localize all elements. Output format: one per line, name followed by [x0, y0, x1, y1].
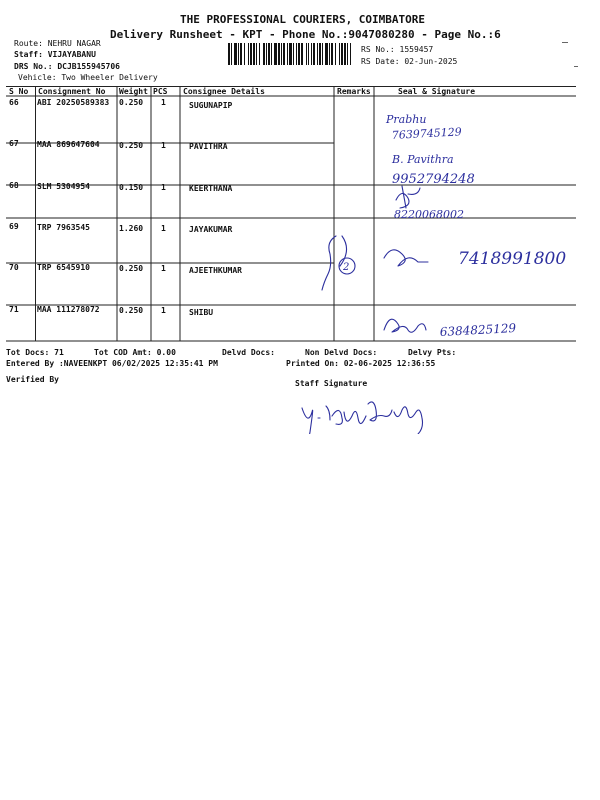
signature-row-66: [385, 113, 462, 142]
col-remarks: Remarks: [337, 87, 371, 96]
row-67-consignee: PAVITHRA: [189, 142, 228, 151]
signature-row-67: [391, 153, 475, 187]
scan-mark: [574, 66, 578, 67]
row-71-consignee: SHIBU: [189, 308, 214, 317]
company-title: THE PROFESSIONAL COURIERS, COIMBATORE: [180, 13, 426, 26]
row-70-pcs: 1: [161, 264, 166, 273]
staff-signature: [298, 394, 458, 434]
row-70-sno: 70: [9, 263, 19, 272]
row-68-weight: 0.150: [119, 183, 144, 192]
svg-text:6384825129: 6384825129: [439, 321, 517, 339]
signature-row-68: [394, 186, 464, 221]
row-69-consignee: JAYAKUMAR: [189, 225, 233, 234]
row-67-consignment: MAA 869647604: [37, 140, 100, 149]
row-67-sno: 67: [9, 139, 19, 148]
row-71-weight: 0.250: [119, 306, 144, 315]
svg-text:7418991800: 7418991800: [458, 249, 567, 269]
signature-row-71: [384, 319, 517, 339]
row-68-sno: 68: [9, 181, 19, 190]
svg-text:9952794248: 9952794248: [392, 172, 475, 187]
row-68-consignment: SLM 5304954: [37, 182, 90, 191]
drs-label: DRS No.: DCJB155945706: [14, 62, 120, 71]
col-sno: S No: [9, 87, 29, 96]
svg-text:Prabhu: Prabhu: [386, 113, 427, 126]
row-66-sno: 66: [9, 98, 19, 107]
row-71-sno: 71: [9, 305, 19, 314]
staff-signature-label: Staff Signature: [295, 379, 368, 388]
row-69-pcs: 1: [161, 224, 166, 233]
delvd-docs: Delvd Docs:: [222, 348, 275, 357]
col-consignment: Consignment No: [38, 87, 106, 96]
delvy-pts: Delvy Pts:: [408, 348, 457, 357]
svg-text:2: 2: [343, 262, 350, 273]
route-label: Route: NEHRU NAGAR: [14, 39, 101, 48]
row-70-consignment: TRP 6545910: [37, 263, 90, 272]
entered-by: Entered By :NAVEENKPT 06/02/2025 12:35:41 PM: [6, 359, 218, 368]
row-71-consignment: MAA 111278072: [37, 305, 100, 314]
col-signature: Seal & Signature: [398, 87, 476, 96]
col-pcs: PCS: [153, 87, 168, 96]
printed-on: Printed On: 02-06-2025 12:36:55: [286, 359, 436, 368]
col-weight: Weight: [119, 87, 148, 96]
row-68-pcs: 1: [161, 183, 166, 192]
non-delvd-docs: Non Delvd Docs:: [305, 348, 378, 357]
scan-mark: [562, 42, 568, 43]
row-69-consignment: TRP 7963545: [37, 223, 90, 232]
svg-text:7639745129: 7639745129: [391, 125, 463, 142]
row-71-pcs: 1: [161, 306, 166, 315]
verified-by: Verified By: [6, 375, 59, 384]
row-70-consignee: AJEETHKUMAR: [189, 266, 242, 275]
row-70-weight: 0.250: [119, 264, 144, 273]
rs-number: RS No.: 1559457: [361, 45, 434, 54]
svg-text:8220068002: 8220068002: [394, 208, 464, 221]
runsheet-subtitle: Delivery Runsheet - KPT - Phone No.:9047080280 - Page No.:6: [110, 28, 501, 41]
tot-docs: Tot Docs: 71: [6, 348, 64, 357]
barcode: [228, 43, 354, 65]
row-67-pcs: 1: [161, 141, 166, 150]
col-consignee: Consignee Details: [183, 87, 265, 96]
row-66-weight: 0.250: [119, 98, 144, 107]
runsheet-table: [6, 86, 576, 342]
svg-text:B. Pavithra: B. Pavithra: [392, 153, 454, 166]
row-68-consignee: KEERTHANA: [189, 184, 233, 193]
vehicle-label: Vehicle: Two Wheeler Delivery: [18, 73, 158, 82]
row-67-weight: 0.250: [119, 141, 144, 150]
row-69-sno: 69: [9, 222, 19, 231]
tot-cod: Tot COD Amt: 0.00: [94, 348, 176, 357]
row-69-weight: 1.260: [119, 224, 144, 233]
row-66-consignee: SUGUNAPIP: [189, 101, 233, 110]
row-66-consignment: ABI 20250589383: [37, 98, 110, 107]
signature-row-69-70: [384, 249, 566, 269]
staff-label: Staff: VIJAYABANU: [14, 50, 96, 59]
row-66-pcs: 1: [161, 98, 166, 107]
rs-date: RS Date: 02-Jun-2025: [361, 57, 458, 66]
